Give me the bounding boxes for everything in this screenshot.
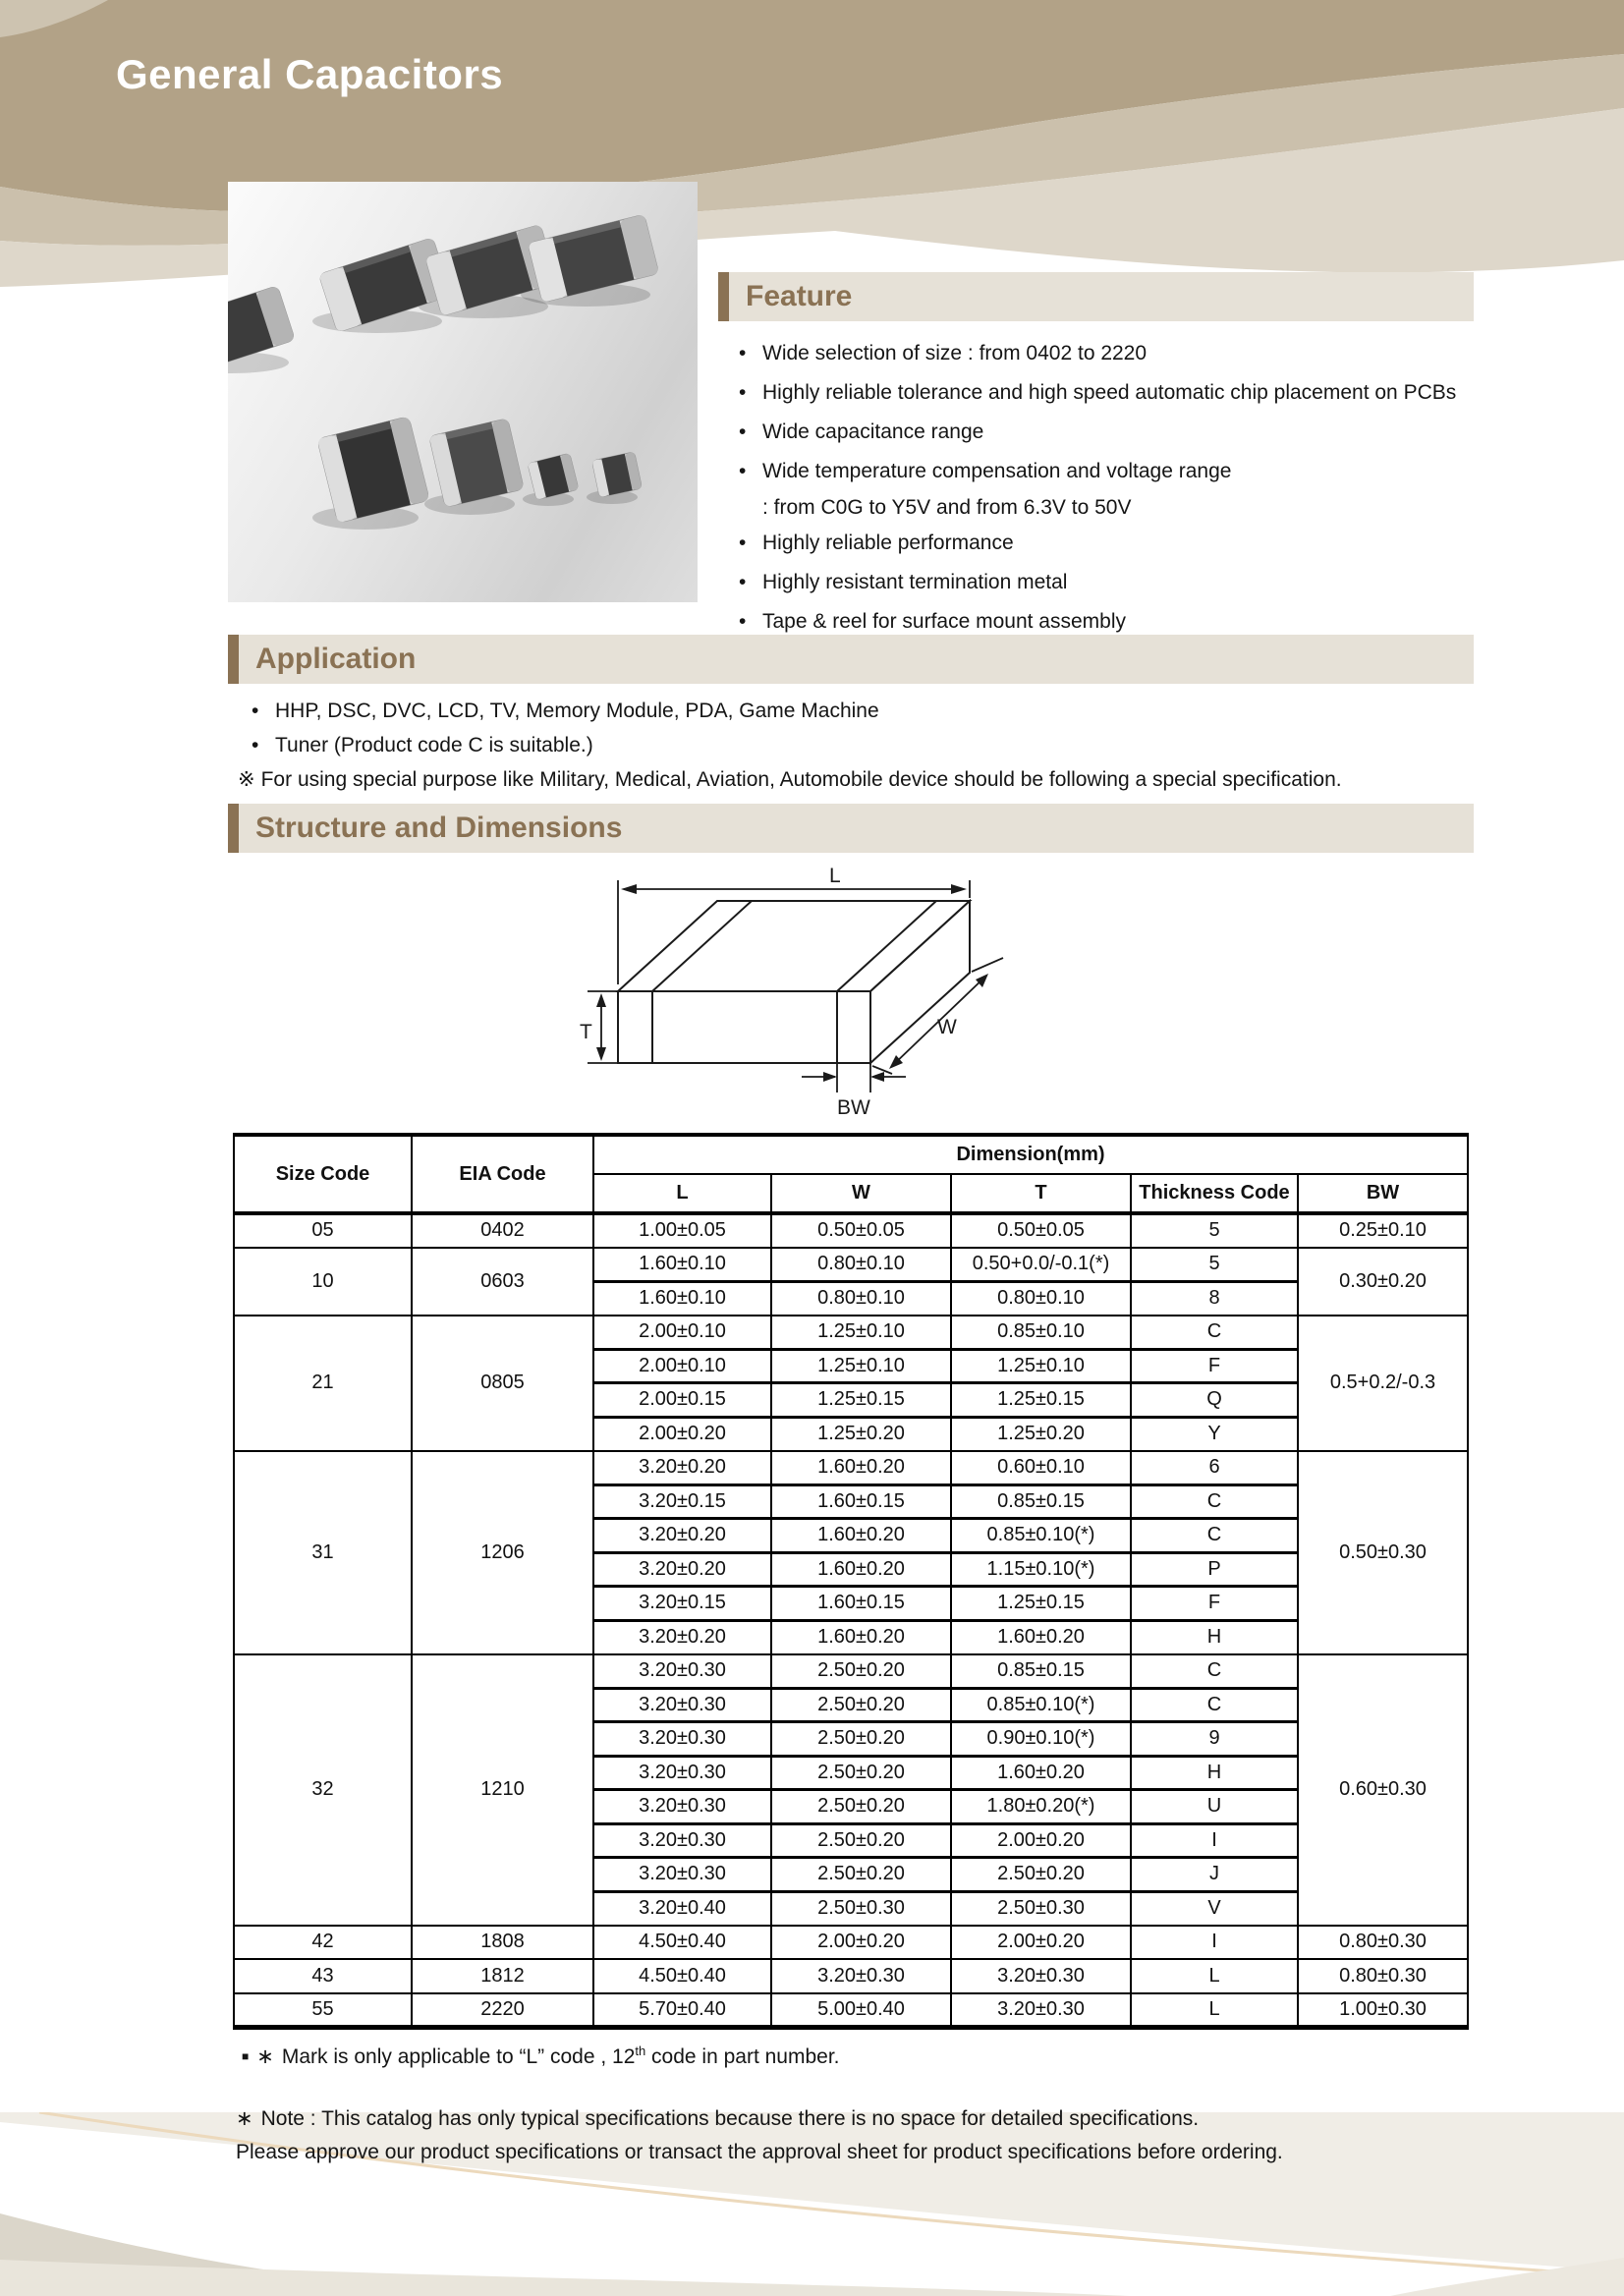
t-cell: 0.90±0.10(*) bbox=[951, 1722, 1131, 1757]
bw-cell: 1.00±0.30 bbox=[1298, 1993, 1468, 2028]
w-cell: 1.25±0.10 bbox=[771, 1316, 951, 1350]
l-cell: 1.60±0.10 bbox=[593, 1248, 771, 1282]
l-cell: 3.20±0.30 bbox=[593, 1722, 771, 1757]
mark-note-text: Mark is only applicable to “L” code , 12th code in part number. bbox=[281, 2044, 840, 2068]
thickness-code-cell: J bbox=[1131, 1858, 1298, 1892]
l-cell: 3.20±0.30 bbox=[593, 1823, 771, 1858]
l-cell: 3.20±0.15 bbox=[593, 1587, 771, 1621]
w-cell: 5.00±0.40 bbox=[771, 1993, 951, 2028]
t-cell: 1.25±0.15 bbox=[951, 1587, 1131, 1621]
structure-heading: Structure and Dimensions bbox=[255, 812, 623, 844]
w-cell: 2.50±0.20 bbox=[771, 1823, 951, 1858]
thickness-code-cell: I bbox=[1131, 1926, 1298, 1960]
t-cell: 2.00±0.20 bbox=[951, 1823, 1131, 1858]
label-L: L bbox=[829, 865, 841, 887]
w-cell: 0.80±0.10 bbox=[771, 1281, 951, 1316]
ordinal-superscript: th bbox=[635, 2044, 646, 2058]
thickness-code-cell: C bbox=[1131, 1654, 1298, 1689]
eia-code-cell: 0805 bbox=[412, 1316, 593, 1451]
section-accent-bar bbox=[228, 804, 239, 853]
thickness-code-cell: U bbox=[1131, 1790, 1298, 1824]
list-item bbox=[739, 524, 1476, 563]
feature-bullet: Tape & reel for surface mount assembly bbox=[762, 610, 1127, 633]
l-cell: 3.20±0.20 bbox=[593, 1519, 771, 1553]
catalog-note-text: Note : This catalog has only typical specifications because there is no space for detailed specifications. bbox=[260, 2107, 1200, 2130]
thickness-code-cell: 9 bbox=[1131, 1722, 1298, 1757]
w-cell: 2.50±0.20 bbox=[771, 1654, 951, 1689]
thickness-code-cell: 8 bbox=[1131, 1281, 1298, 1316]
col-header-thickness: Thickness Code bbox=[1131, 1174, 1298, 1213]
table-row bbox=[234, 1993, 1468, 2028]
section-accent-bar bbox=[228, 635, 239, 684]
thickness-code-cell: C bbox=[1131, 1484, 1298, 1519]
l-cell: 3.20±0.30 bbox=[593, 1654, 771, 1689]
w-cell: 2.50±0.20 bbox=[771, 1790, 951, 1824]
thickness-code-cell: P bbox=[1131, 1552, 1298, 1587]
thickness-code-cell: L bbox=[1131, 1993, 1298, 2028]
w-cell: 1.60±0.20 bbox=[771, 1519, 951, 1553]
col-header-t: T bbox=[951, 1174, 1131, 1213]
l-cell: 3.20±0.20 bbox=[593, 1552, 771, 1587]
feature-section-header bbox=[718, 272, 1474, 321]
w-cell: 3.20±0.30 bbox=[771, 1959, 951, 1993]
bullet-dot: • bbox=[739, 571, 747, 593]
size-code-cell: 42 bbox=[234, 1926, 412, 1960]
feature-bullet: Highly reliable performance bbox=[762, 532, 1014, 554]
application-special-note bbox=[238, 762, 1470, 797]
chip-6 bbox=[528, 453, 579, 500]
bullet-dot: • bbox=[739, 532, 747, 554]
bw-cell: 0.5+0.2/-0.3 bbox=[1298, 1316, 1468, 1451]
thickness-code-cell: C bbox=[1131, 1688, 1298, 1722]
t-cell: 0.85±0.15 bbox=[951, 1484, 1131, 1519]
thickness-code-cell: C bbox=[1131, 1316, 1298, 1350]
list-item bbox=[739, 413, 1476, 452]
w-cell: 1.60±0.15 bbox=[771, 1587, 951, 1621]
t-cell: 1.25±0.20 bbox=[951, 1417, 1131, 1451]
w-cell: 0.80±0.10 bbox=[771, 1248, 951, 1282]
t-cell: 1.80±0.20(*) bbox=[951, 1790, 1131, 1824]
w-cell: 2.50±0.20 bbox=[771, 1722, 951, 1757]
l-cell: 2.00±0.10 bbox=[593, 1349, 771, 1383]
bw-cell: 0.30±0.20 bbox=[1298, 1248, 1468, 1316]
table-row bbox=[234, 1213, 1468, 1248]
l-cell: 3.20±0.30 bbox=[593, 1756, 771, 1790]
l-cell: 1.00±0.05 bbox=[593, 1213, 771, 1248]
t-cell: 3.20±0.30 bbox=[951, 1959, 1131, 1993]
table-header-row-1 bbox=[234, 1135, 1468, 1174]
w-cell: 1.60±0.15 bbox=[771, 1484, 951, 1519]
bw-cell: 0.80±0.30 bbox=[1298, 1926, 1468, 1960]
feature-bullet: Wide selection of size : from 0402 to 2220 bbox=[762, 342, 1148, 364]
t-cell: 1.15±0.10(*) bbox=[951, 1552, 1131, 1587]
col-header-w: W bbox=[771, 1174, 951, 1213]
bw-cell: 0.60±0.30 bbox=[1298, 1654, 1468, 1926]
structure-section-header bbox=[228, 804, 1474, 853]
col-header-l: L bbox=[593, 1174, 771, 1213]
application-bullet-list bbox=[238, 694, 1470, 797]
size-code-cell: 05 bbox=[234, 1213, 412, 1248]
list-item bbox=[739, 334, 1476, 373]
feature-bullet-continuation: : from C0G to Y5V and from 6.3V to 50V bbox=[762, 496, 1132, 519]
size-code-cell: 43 bbox=[234, 1959, 412, 1993]
table-row bbox=[234, 1926, 1468, 1960]
section-accent-bar bbox=[718, 272, 729, 321]
size-code-header: Size Code bbox=[234, 1135, 412, 1213]
l-cell: 3.20±0.20 bbox=[593, 1620, 771, 1654]
eia-code-cell: 1808 bbox=[412, 1926, 593, 1960]
list-item bbox=[252, 728, 1470, 762]
t-cell: 1.60±0.20 bbox=[951, 1756, 1131, 1790]
table-body bbox=[234, 1213, 1468, 2027]
application-bullet: HHP, DSC, DVC, LCD, TV, Memory Module, PDA, Game Machine bbox=[275, 700, 879, 722]
w-cell: 1.60±0.20 bbox=[771, 1620, 951, 1654]
l-cell: 5.70±0.40 bbox=[593, 1993, 771, 2028]
thickness-code-cell: F bbox=[1131, 1587, 1298, 1621]
t-cell: 3.20±0.30 bbox=[951, 1993, 1131, 2028]
page-title: General Capacitors bbox=[116, 51, 504, 97]
l-cell: 3.20±0.40 bbox=[593, 1891, 771, 1926]
w-cell: 1.25±0.10 bbox=[771, 1349, 951, 1383]
t-cell: 1.60±0.20 bbox=[951, 1620, 1131, 1654]
bullet-dot: • bbox=[739, 342, 747, 364]
t-cell: 0.85±0.10 bbox=[951, 1316, 1131, 1350]
catalog-note-line-1 bbox=[236, 2102, 1283, 2136]
list-item bbox=[739, 373, 1476, 413]
size-code-cell: 55 bbox=[234, 1993, 412, 2028]
eia-code-cell: 2220 bbox=[412, 1993, 593, 2028]
l-cell: 3.20±0.30 bbox=[593, 1790, 771, 1824]
t-cell: 0.50±0.05 bbox=[951, 1213, 1131, 1248]
thickness-code-cell: C bbox=[1131, 1519, 1298, 1553]
thickness-code-cell: H bbox=[1131, 1756, 1298, 1790]
w-cell: 0.50±0.05 bbox=[771, 1213, 951, 1248]
square-bullet-icon: ■ bbox=[242, 2049, 250, 2063]
l-cell: 2.00±0.15 bbox=[593, 1383, 771, 1418]
application-section-header bbox=[228, 635, 1474, 684]
l-cell: 2.00±0.20 bbox=[593, 1417, 771, 1451]
chip-dimension-diagram bbox=[538, 857, 1108, 1122]
label-W: W bbox=[937, 1016, 957, 1038]
thickness-code-cell: 5 bbox=[1131, 1213, 1298, 1248]
reference-mark: ※ bbox=[238, 768, 255, 791]
feature-bullet: Wide temperature compensation and voltage range bbox=[762, 460, 1232, 482]
t-cell: 2.50±0.20 bbox=[951, 1858, 1131, 1892]
chip-7 bbox=[592, 452, 643, 497]
size-code-cell: 21 bbox=[234, 1316, 412, 1451]
eia-code-cell: 1812 bbox=[412, 1959, 593, 1993]
feature-bullet-list bbox=[739, 334, 1476, 642]
table-row bbox=[234, 1959, 1468, 1993]
w-cell: 2.00±0.20 bbox=[771, 1926, 951, 1960]
table-row bbox=[234, 1248, 1468, 1282]
catalog-note-line-2: Please approve our product specifications or transact the approval sheet for product specifications before ordering. bbox=[236, 2141, 1283, 2163]
thickness-code-cell: Q bbox=[1131, 1383, 1298, 1418]
chip-4 bbox=[317, 417, 429, 524]
label-BW: BW bbox=[837, 1096, 870, 1119]
bullet-dot: • bbox=[252, 734, 259, 756]
bullet-dot: • bbox=[739, 460, 747, 482]
feature-bullet: Wide capacitance range bbox=[762, 420, 984, 443]
eia-code-cell: 0402 bbox=[412, 1213, 593, 1248]
l-cell: 4.50±0.40 bbox=[593, 1926, 771, 1960]
bullet-dot: • bbox=[739, 420, 747, 443]
table-row bbox=[234, 1654, 1468, 1689]
bw-cell: 0.50±0.30 bbox=[1298, 1451, 1468, 1654]
w-cell: 2.50±0.20 bbox=[771, 1858, 951, 1892]
dimension-spec-table bbox=[233, 1133, 1469, 2030]
special-note-text: For using special purpose like Military, Medical, Aviation, Automobile device should be following a special specification. bbox=[260, 768, 1342, 791]
chip-shadows bbox=[228, 283, 650, 530]
catalog-note bbox=[236, 2102, 1283, 2169]
size-code-cell: 10 bbox=[234, 1248, 412, 1316]
t-cell: 0.85±0.10(*) bbox=[951, 1688, 1131, 1722]
list-item bbox=[252, 694, 1470, 728]
bullet-dot: • bbox=[252, 700, 259, 722]
feature-bullet: Highly resistant termination metal bbox=[762, 571, 1068, 593]
bullet-dot: • bbox=[739, 610, 747, 633]
w-cell: 2.50±0.20 bbox=[771, 1688, 951, 1722]
bullet-dot: • bbox=[739, 381, 747, 404]
table-row bbox=[234, 1316, 1468, 1350]
l-cell: 4.50±0.40 bbox=[593, 1959, 771, 1993]
asterisk-mark: ∗ bbox=[236, 2107, 253, 2130]
thickness-code-cell: Y bbox=[1131, 1417, 1298, 1451]
feature-heading: Feature bbox=[746, 280, 853, 312]
application-bullet: Tuner (Product code C is suitable.) bbox=[275, 734, 593, 756]
application-heading: Application bbox=[255, 643, 417, 675]
feature-bullet: Highly reliable tolerance and high speed automatic chip placement on PCBs bbox=[762, 381, 1457, 404]
bw-cell: 0.25±0.10 bbox=[1298, 1213, 1468, 1248]
t-cell: 0.85±0.15 bbox=[951, 1654, 1131, 1689]
thickness-code-cell: I bbox=[1131, 1823, 1298, 1858]
t-cell: 0.85±0.10(*) bbox=[951, 1519, 1131, 1553]
t-cell: 1.25±0.15 bbox=[951, 1383, 1131, 1418]
t-cell: 1.25±0.10 bbox=[951, 1349, 1131, 1383]
thickness-code-cell: F bbox=[1131, 1349, 1298, 1383]
w-cell: 1.25±0.20 bbox=[771, 1417, 951, 1451]
w-cell: 2.50±0.30 bbox=[771, 1891, 951, 1926]
thickness-code-cell: 6 bbox=[1131, 1451, 1298, 1485]
size-code-cell: 32 bbox=[234, 1654, 412, 1926]
l-cell: 3.20±0.20 bbox=[593, 1451, 771, 1485]
t-cell: 0.80±0.10 bbox=[951, 1281, 1131, 1316]
thickness-code-cell: 5 bbox=[1131, 1248, 1298, 1282]
w-cell: 1.60±0.20 bbox=[771, 1451, 951, 1485]
table-head bbox=[234, 1135, 1468, 1213]
col-header-bw: BW bbox=[1298, 1174, 1468, 1213]
chip-5 bbox=[429, 419, 525, 508]
t-cell: 2.00±0.20 bbox=[951, 1926, 1131, 1960]
asterisk-mark: ∗ bbox=[256, 2045, 274, 2068]
mark-note bbox=[242, 2044, 840, 2069]
size-code-cell: 31 bbox=[234, 1451, 412, 1654]
label-T: T bbox=[580, 1021, 592, 1043]
t-cell: 2.50±0.30 bbox=[951, 1891, 1131, 1926]
capacitor-photo bbox=[228, 182, 698, 602]
eia-code-header: EIA Code bbox=[412, 1135, 593, 1213]
t-cell: 0.60±0.10 bbox=[951, 1451, 1131, 1485]
thickness-code-cell: H bbox=[1131, 1620, 1298, 1654]
table-row bbox=[234, 1451, 1468, 1485]
l-cell: 1.60±0.10 bbox=[593, 1281, 771, 1316]
w-cell: 2.50±0.20 bbox=[771, 1756, 951, 1790]
eia-code-cell: 1210 bbox=[412, 1654, 593, 1926]
capacitor-chips-illustration bbox=[228, 182, 698, 602]
w-cell: 1.25±0.15 bbox=[771, 1383, 951, 1418]
w-cell: 1.60±0.20 bbox=[771, 1552, 951, 1587]
t-cell: 0.50+0.0/-0.1(*) bbox=[951, 1248, 1131, 1282]
thickness-code-cell: L bbox=[1131, 1959, 1298, 1993]
list-item bbox=[739, 452, 1476, 491]
chip-outline bbox=[618, 901, 970, 1063]
l-cell: 3.20±0.30 bbox=[593, 1688, 771, 1722]
eia-code-cell: 1206 bbox=[412, 1451, 593, 1654]
bw-cell: 0.80±0.30 bbox=[1298, 1959, 1468, 1993]
l-cell: 2.00±0.10 bbox=[593, 1316, 771, 1350]
l-cell: 3.20±0.15 bbox=[593, 1484, 771, 1519]
eia-code-cell: 0603 bbox=[412, 1248, 593, 1316]
l-cell: 3.20±0.30 bbox=[593, 1858, 771, 1892]
thickness-code-cell: V bbox=[1131, 1891, 1298, 1926]
dimension-header: Dimension(mm) bbox=[593, 1135, 1468, 1174]
list-item bbox=[739, 563, 1476, 602]
